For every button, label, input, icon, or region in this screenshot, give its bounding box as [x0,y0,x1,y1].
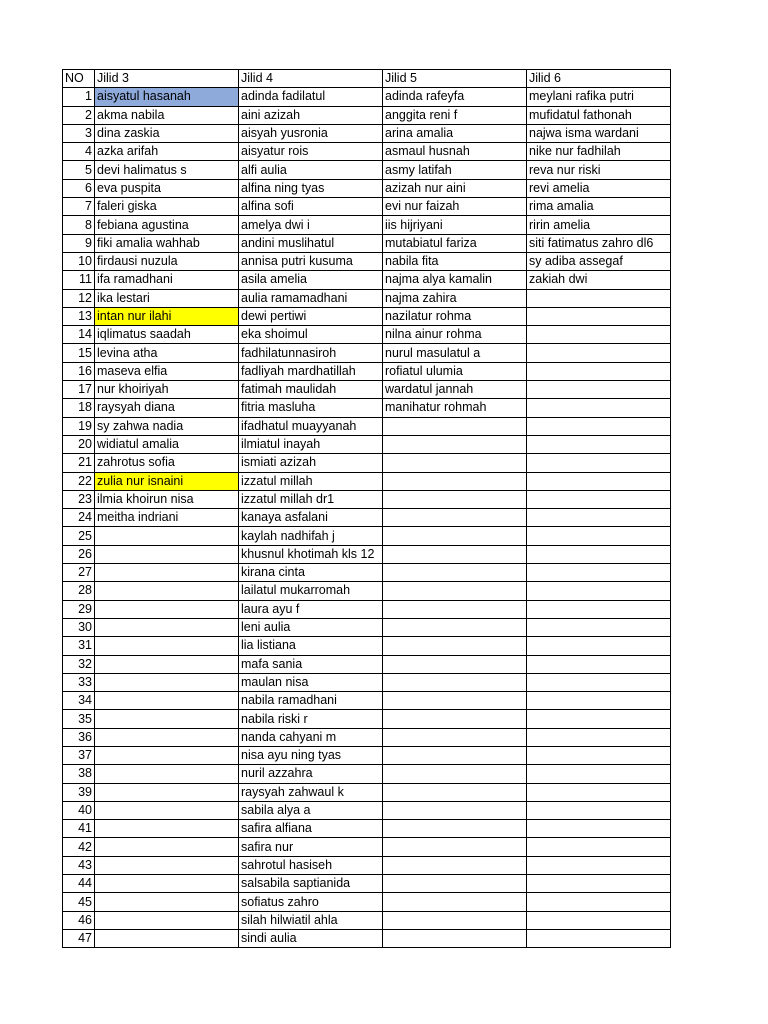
row-number: 40 [63,801,95,819]
table-row [63,582,671,600]
row-number: 35 [63,710,95,728]
name-cell-jilid-5: asmy latifah [383,161,527,179]
table-row [63,289,671,307]
row-number: 12 [63,289,95,307]
name-cell-jilid-5 [383,545,527,563]
row-number: 10 [63,252,95,270]
name-cell-jilid-3 [95,582,239,600]
name-cell-jilid-3: zahrotus sofia [95,454,239,472]
table-row [63,88,671,106]
row-number: 27 [63,564,95,582]
name-cell-jilid-5: najma zahira [383,289,527,307]
name-cell-jilid-4: izzatul millah [239,472,383,490]
table-row [63,856,671,874]
table-row [63,618,671,636]
table-row [63,472,671,490]
name-cell-jilid-6 [527,801,671,819]
name-cell-jilid-6 [527,838,671,856]
row-number: 22 [63,472,95,490]
row-number: 29 [63,600,95,618]
name-cell-jilid-3: sy zahwa nadia [95,417,239,435]
name-cell-jilid-6 [527,381,671,399]
table-body [63,88,671,948]
row-number: 4 [63,143,95,161]
name-cell-jilid-6 [527,929,671,947]
row-number: 11 [63,271,95,289]
header-jilid-6: Jilid 6 [527,70,671,88]
table-row [63,600,671,618]
row-number: 47 [63,929,95,947]
name-cell-jilid-4: amelya dwi i [239,216,383,234]
name-cell-jilid-6: najwa isma wardani [527,124,671,142]
name-cell-jilid-4: dewi pertiwi [239,307,383,325]
name-cell-jilid-6 [527,820,671,838]
name-cell-jilid-3: azka arifah [95,143,239,161]
name-cell-jilid-3: zulia nur isnaini [95,472,239,490]
row-number: 26 [63,545,95,563]
name-cell-jilid-6 [527,527,671,545]
name-cell-jilid-4: eka shoimul [239,326,383,344]
name-cell-jilid-6 [527,765,671,783]
row-number: 28 [63,582,95,600]
name-cell-jilid-6 [527,655,671,673]
name-cell-jilid-5: nazilatur rohma [383,307,527,325]
name-cell-jilid-3 [95,801,239,819]
table-row [63,198,671,216]
table-row [63,271,671,289]
table-row [63,746,671,764]
table-row [63,509,671,527]
table-row [63,893,671,911]
name-cell-jilid-4: nanda cahyani m [239,728,383,746]
name-cell-jilid-5 [383,838,527,856]
name-cell-jilid-5 [383,801,527,819]
name-cell-jilid-6: ririn amelia [527,216,671,234]
name-cell-jilid-5 [383,472,527,490]
name-cell-jilid-5: asmaul husnah [383,143,527,161]
row-number: 44 [63,875,95,893]
name-cell-jilid-5 [383,820,527,838]
table-row [63,783,671,801]
name-cell-jilid-4: annisa putri kusuma [239,252,383,270]
name-cell-jilid-4: fitria masluha [239,399,383,417]
name-cell-jilid-6 [527,472,671,490]
name-cell-jilid-4: sofiatus zahro [239,893,383,911]
name-cell-jilid-3 [95,820,239,838]
name-cell-jilid-3: levina atha [95,344,239,362]
name-cell-jilid-6 [527,545,671,563]
row-number: 6 [63,179,95,197]
table-row [63,545,671,563]
table-row [63,417,671,435]
name-cell-jilid-6 [527,307,671,325]
name-cell-jilid-4: lia listiana [239,637,383,655]
name-cell-jilid-3: firdausi nuzula [95,252,239,270]
row-number: 23 [63,490,95,508]
name-cell-jilid-3 [95,600,239,618]
name-cell-jilid-4: kaylah nadhifah j [239,527,383,545]
row-number: 32 [63,655,95,673]
name-cell-jilid-3: raysyah diana [95,399,239,417]
name-cell-jilid-4: andini muslihatul [239,234,383,252]
name-cell-jilid-6 [527,582,671,600]
name-cell-jilid-5 [383,710,527,728]
name-cell-jilid-6 [527,417,671,435]
name-cell-jilid-6 [527,564,671,582]
name-cell-jilid-4: fadliyah mardhatillah [239,362,383,380]
name-cell-jilid-5 [383,673,527,691]
header-jilid-5: Jilid 5 [383,70,527,88]
name-cell-jilid-5 [383,655,527,673]
student-list-table [62,69,671,948]
table-row [63,765,671,783]
table-row [63,179,671,197]
name-cell-jilid-6: siti fatimatus zahro dl6 [527,234,671,252]
name-cell-jilid-4: alfina ning tyas [239,179,383,197]
name-cell-jilid-4: sahrotul hasiseh [239,856,383,874]
name-cell-jilid-3 [95,710,239,728]
row-number: 37 [63,746,95,764]
name-cell-jilid-3 [95,673,239,691]
row-number: 8 [63,216,95,234]
row-number: 45 [63,893,95,911]
name-cell-jilid-3: iqlimatus saadah [95,326,239,344]
name-cell-jilid-3: widiatul amalia [95,435,239,453]
table-row [63,490,671,508]
name-cell-jilid-3: faleri giska [95,198,239,216]
table-row [63,728,671,746]
name-cell-jilid-3 [95,527,239,545]
row-number: 42 [63,838,95,856]
name-cell-jilid-5 [383,600,527,618]
name-cell-jilid-6 [527,435,671,453]
row-number: 3 [63,124,95,142]
name-cell-jilid-4: kanaya asfalani [239,509,383,527]
table-row [63,234,671,252]
header-jilid-4: Jilid 4 [239,70,383,88]
name-cell-jilid-5: mutabiatul fariza [383,234,527,252]
name-cell-jilid-3 [95,618,239,636]
name-cell-jilid-3: nur khoiriyah [95,381,239,399]
name-cell-jilid-5: azizah nur aini [383,179,527,197]
row-number: 16 [63,362,95,380]
name-cell-jilid-6 [527,893,671,911]
table-row [63,435,671,453]
row-number: 36 [63,728,95,746]
name-cell-jilid-4: sabila alya a [239,801,383,819]
name-cell-jilid-4: laura ayu f [239,600,383,618]
row-number: 14 [63,326,95,344]
name-cell-jilid-6 [527,362,671,380]
name-cell-jilid-4: aisyatur rois [239,143,383,161]
table-row [63,911,671,929]
header-jilid-3: Jilid 3 [95,70,239,88]
name-cell-jilid-4: aini azizah [239,106,383,124]
name-cell-jilid-4: ifadhatul muayyanah [239,417,383,435]
name-cell-jilid-5 [383,618,527,636]
name-cell-jilid-3 [95,875,239,893]
name-cell-jilid-5 [383,692,527,710]
name-cell-jilid-5 [383,875,527,893]
table-row [63,637,671,655]
name-cell-jilid-3 [95,783,239,801]
table-row [63,307,671,325]
row-number: 21 [63,454,95,472]
name-cell-jilid-3: ika lestari [95,289,239,307]
name-cell-jilid-6: nike nur fadhilah [527,143,671,161]
name-cell-jilid-3: fiki amalia wahhab [95,234,239,252]
name-cell-jilid-5 [383,582,527,600]
name-cell-jilid-4: safira nur [239,838,383,856]
row-number: 41 [63,820,95,838]
name-cell-jilid-3 [95,655,239,673]
row-number: 39 [63,783,95,801]
name-cell-jilid-5: arina amalia [383,124,527,142]
name-cell-jilid-3: ilmia khoirun nisa [95,490,239,508]
row-number: 5 [63,161,95,179]
row-number: 9 [63,234,95,252]
name-cell-jilid-3 [95,564,239,582]
name-cell-jilid-3 [95,728,239,746]
name-cell-jilid-3: devi halimatus s [95,161,239,179]
name-cell-jilid-6: sy adiba assegaf [527,252,671,270]
name-cell-jilid-3: eva puspita [95,179,239,197]
name-cell-jilid-3: febiana agustina [95,216,239,234]
table-row [63,655,671,673]
row-number: 25 [63,527,95,545]
name-cell-jilid-4: maulan nisa [239,673,383,691]
name-cell-jilid-4: mafa sania [239,655,383,673]
row-number: 30 [63,618,95,636]
name-cell-jilid-5 [383,509,527,527]
name-cell-jilid-6: meylani rafika putri [527,88,671,106]
name-cell-jilid-6 [527,728,671,746]
name-cell-jilid-4: silah hilwiatil ahla [239,911,383,929]
name-cell-jilid-5 [383,564,527,582]
table-row [63,344,671,362]
name-cell-jilid-4: aulia ramamadhani [239,289,383,307]
name-cell-jilid-6 [527,692,671,710]
name-cell-jilid-5 [383,746,527,764]
name-cell-jilid-3 [95,746,239,764]
name-cell-jilid-4: sindi aulia [239,929,383,947]
name-cell-jilid-5: nabila fita [383,252,527,270]
name-cell-jilid-6: rima amalia [527,198,671,216]
name-cell-jilid-5: nilna ainur rohma [383,326,527,344]
name-cell-jilid-6 [527,710,671,728]
name-cell-jilid-4: nabila ramadhani [239,692,383,710]
row-number: 17 [63,381,95,399]
name-cell-jilid-3: intan nur ilahi [95,307,239,325]
table-row [63,564,671,582]
table-row [63,673,671,691]
table-row [63,399,671,417]
name-cell-jilid-6 [527,618,671,636]
name-cell-jilid-5: wardatul jannah [383,381,527,399]
table-row [63,454,671,472]
table-row [63,106,671,124]
name-cell-jilid-6 [527,454,671,472]
name-cell-jilid-5 [383,929,527,947]
row-number: 20 [63,435,95,453]
name-cell-jilid-4: lailatul mukarromah [239,582,383,600]
row-number: 33 [63,673,95,691]
name-cell-jilid-6: zakiah dwi [527,271,671,289]
name-cell-jilid-3 [95,692,239,710]
name-cell-jilid-3 [95,765,239,783]
row-number: 43 [63,856,95,874]
name-cell-jilid-5 [383,490,527,508]
name-cell-jilid-3 [95,856,239,874]
row-number: 46 [63,911,95,929]
name-cell-jilid-6 [527,673,671,691]
name-cell-jilid-6: revi amelia [527,179,671,197]
table-row [63,252,671,270]
name-cell-jilid-6 [527,326,671,344]
name-cell-jilid-5 [383,728,527,746]
name-cell-jilid-6 [527,875,671,893]
table-row [63,161,671,179]
table-row [63,216,671,234]
row-number: 34 [63,692,95,710]
row-number: 18 [63,399,95,417]
name-cell-jilid-5: nurul masulatul a [383,344,527,362]
name-cell-jilid-3: aisyatul hasanah [95,88,239,106]
name-cell-jilid-4: nuril azzahra [239,765,383,783]
row-number: 31 [63,637,95,655]
name-cell-jilid-3 [95,929,239,947]
name-cell-jilid-3 [95,545,239,563]
name-cell-jilid-6: reva nur riski [527,161,671,179]
name-cell-jilid-4: salsabila saptianida [239,875,383,893]
name-cell-jilid-3 [95,893,239,911]
name-cell-jilid-3: dina zaskia [95,124,239,142]
name-cell-jilid-4: fatimah maulidah [239,381,383,399]
name-cell-jilid-6 [527,509,671,527]
name-cell-jilid-4: khusnul khotimah kls 12 [239,545,383,563]
name-cell-jilid-5: iis hijriyani [383,216,527,234]
name-cell-jilid-4: alfi aulia [239,161,383,179]
name-cell-jilid-4: fadhilatunnasiroh [239,344,383,362]
name-cell-jilid-3: akma nabila [95,106,239,124]
table-row [63,838,671,856]
name-cell-jilid-4: ismiati azizah [239,454,383,472]
name-cell-jilid-6 [527,399,671,417]
table-row [63,124,671,142]
name-cell-jilid-5 [383,417,527,435]
name-cell-jilid-4: leni aulia [239,618,383,636]
table-row [63,527,671,545]
table-row [63,875,671,893]
name-cell-jilid-4: nisa ayu ning tyas [239,746,383,764]
table-row [63,710,671,728]
name-cell-jilid-4: safira alfiana [239,820,383,838]
name-cell-jilid-6 [527,856,671,874]
row-number: 1 [63,88,95,106]
header-no: NO [63,70,95,88]
table-row [63,362,671,380]
row-number: 13 [63,307,95,325]
name-cell-jilid-5 [383,893,527,911]
name-cell-jilid-4: kirana cinta [239,564,383,582]
name-cell-jilid-3 [95,637,239,655]
name-cell-jilid-5: evi nur faizah [383,198,527,216]
name-cell-jilid-4: aisyah yusronia [239,124,383,142]
table-row [63,929,671,947]
row-number: 2 [63,106,95,124]
name-cell-jilid-6 [527,637,671,655]
name-cell-jilid-6: mufidatul fathonah [527,106,671,124]
row-number: 38 [63,765,95,783]
name-cell-jilid-4: raysyah zahwaul k [239,783,383,801]
name-cell-jilid-5 [383,637,527,655]
name-cell-jilid-5 [383,527,527,545]
name-cell-jilid-6 [527,746,671,764]
name-cell-jilid-5 [383,435,527,453]
name-cell-jilid-4: izzatul millah dr1 [239,490,383,508]
name-cell-jilid-5 [383,454,527,472]
table-row [63,801,671,819]
name-cell-jilid-5: najma alya kamalin [383,271,527,289]
name-cell-jilid-5: rofiatul ulumia [383,362,527,380]
name-cell-jilid-4: alfina sofi [239,198,383,216]
row-number: 24 [63,509,95,527]
name-cell-jilid-4: nabila riski r [239,710,383,728]
row-number: 15 [63,344,95,362]
table-row [63,326,671,344]
name-cell-jilid-4: ilmiatul inayah [239,435,383,453]
name-cell-jilid-4: asila amelia [239,271,383,289]
name-cell-jilid-5: anggita reni f [383,106,527,124]
name-cell-jilid-5 [383,783,527,801]
name-cell-jilid-6 [527,600,671,618]
name-cell-jilid-5: manihatur rohmah [383,399,527,417]
table-row [63,820,671,838]
row-number: 19 [63,417,95,435]
row-number: 7 [63,198,95,216]
name-cell-jilid-5: adinda rafeyfa [383,88,527,106]
name-cell-jilid-3 [95,838,239,856]
name-cell-jilid-6 [527,344,671,362]
name-cell-jilid-5 [383,765,527,783]
table-row [63,143,671,161]
name-cell-jilid-3: maseva elfia [95,362,239,380]
name-cell-jilid-6 [527,783,671,801]
table-row [63,692,671,710]
table-row [63,381,671,399]
name-cell-jilid-5 [383,856,527,874]
name-cell-jilid-6 [527,289,671,307]
name-cell-jilid-4: adinda fadilatul [239,88,383,106]
name-cell-jilid-5 [383,911,527,929]
name-cell-jilid-3: ifa ramadhani [95,271,239,289]
name-cell-jilid-6 [527,911,671,929]
header-row [63,70,671,88]
name-cell-jilid-3: meitha indriani [95,509,239,527]
name-cell-jilid-6 [527,490,671,508]
name-cell-jilid-3 [95,911,239,929]
